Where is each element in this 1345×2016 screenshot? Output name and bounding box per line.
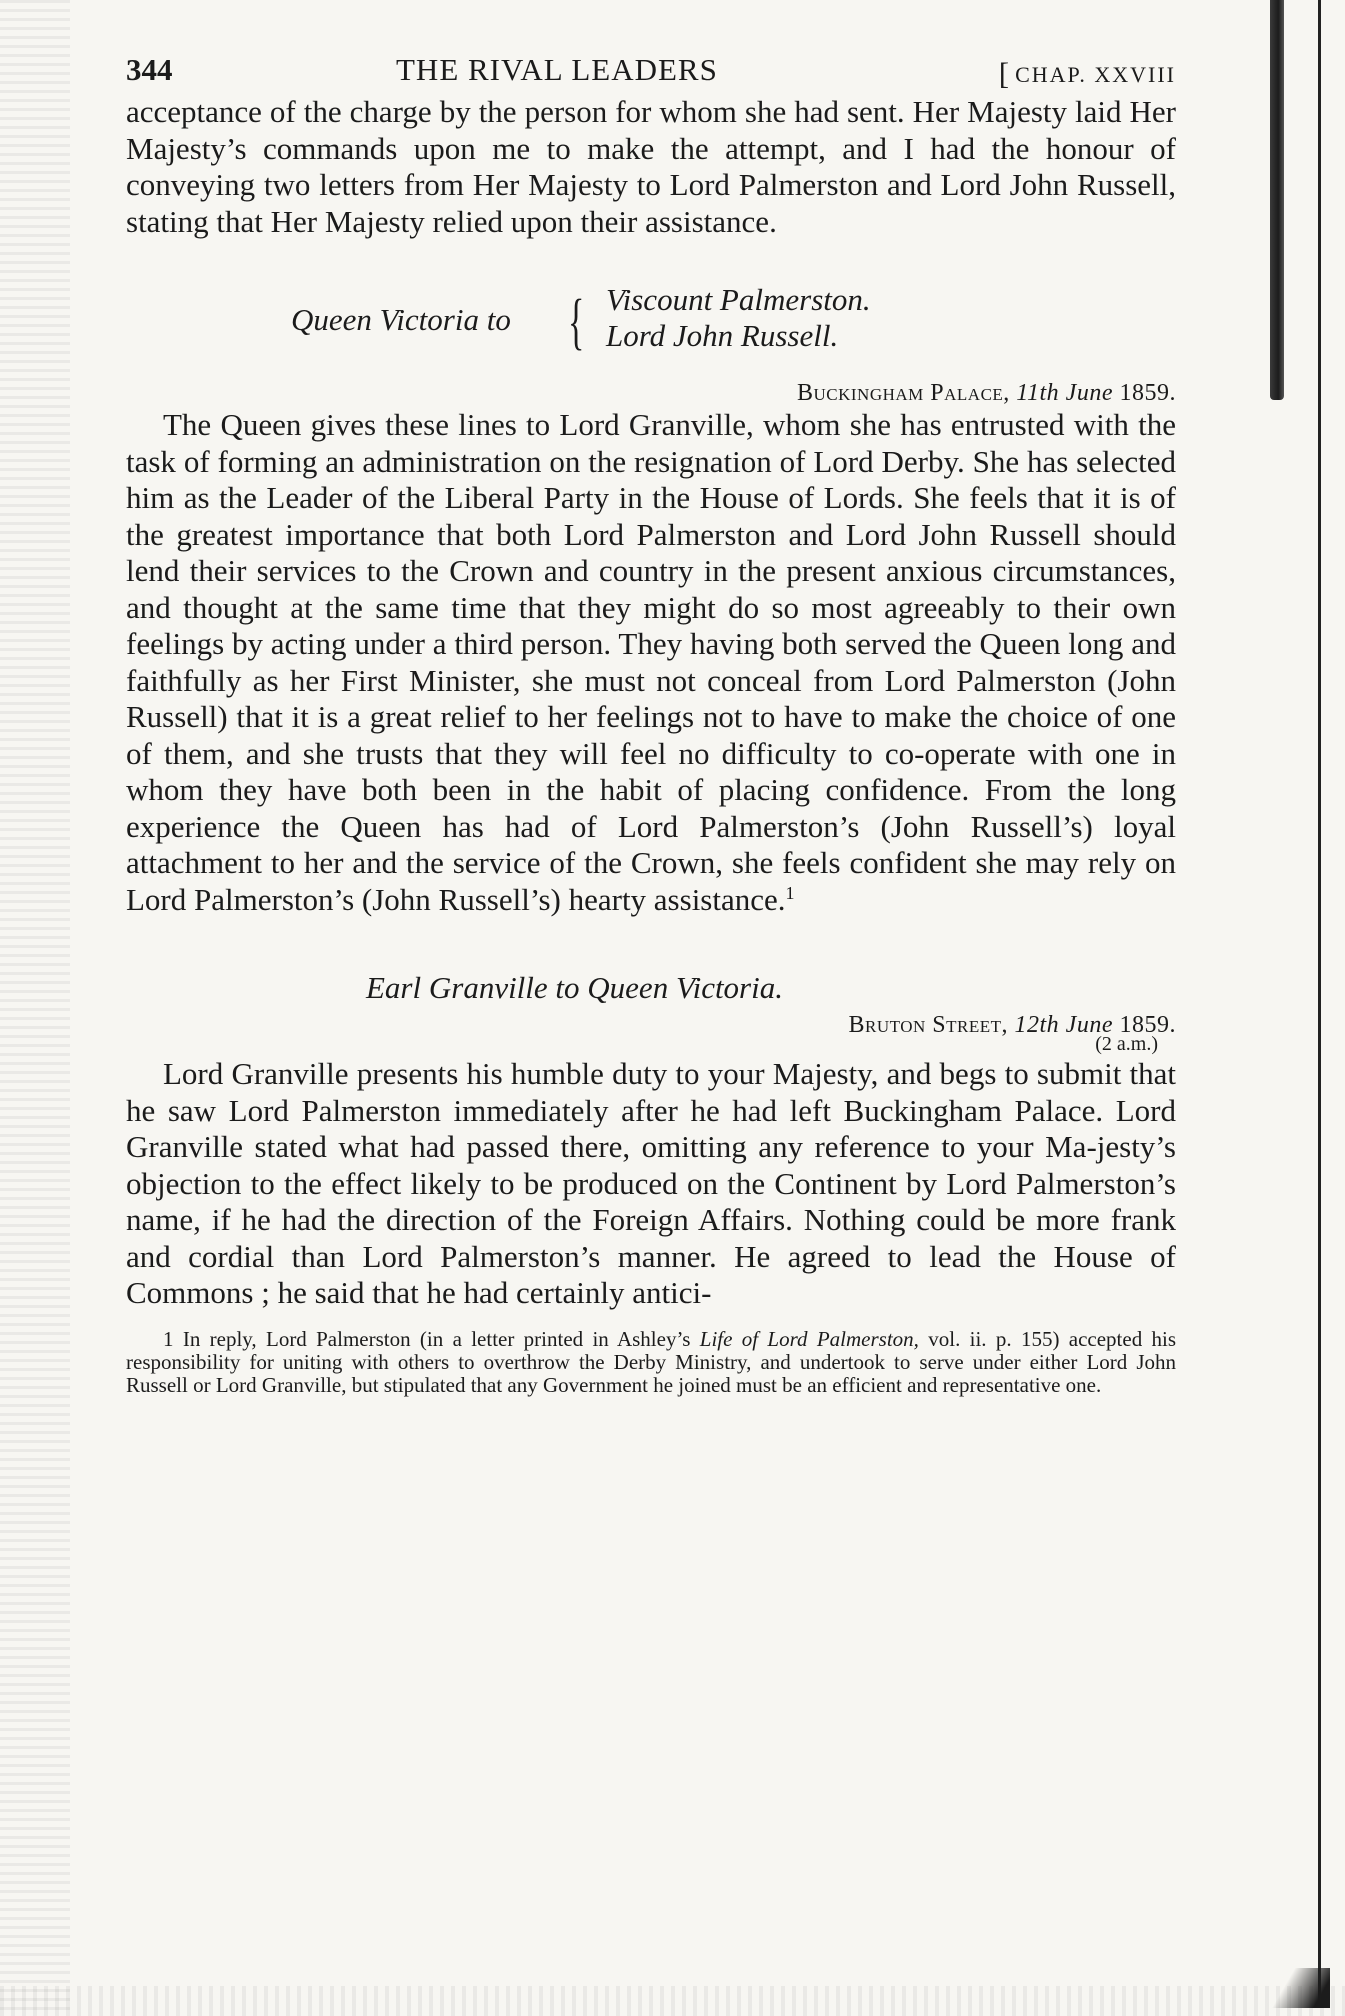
footnote-text-b: vol. ii. p. 155) accepted his responsibility for uniting with others to overthrow the Derby Ministry, and undertook to serve under either Lord John Russell or Lord Granville, but stipulated that any Government he joined must be an efficient and representative one. xyxy=(126,1326,1177,1397)
footnote-text-a: In reply, Lord Palmerston (in a letter printed in Ashley’s xyxy=(182,1326,691,1351)
letter2-place: Bruton Street, xyxy=(848,1012,1009,1038)
footnote xyxy=(126,1328,1176,1397)
letter1-place: Buckingham Palace, xyxy=(797,380,1010,406)
scan-left-margin xyxy=(0,0,70,2016)
page-number: 344 xyxy=(126,52,173,87)
book-corner-shadow xyxy=(1270,1968,1330,2008)
letter1-body-text: The Queen gives these lines to Lord Granville, whom she has entrusted with the task of forming an administration on the resignation of Lord Derby. She has selected him as the Leader of the Liberal Party in the House of Lords. She feels that it is of the greatest importance that both Lord Palmerston and Lord John Russell should lend their services to the Crown and country in the present anxious circumstances, and thought at the same time that they might do so most agreeably to their own feelings by acting under a third person. They having both served the Queen long and faithfully as her First Minister, she must not conceal from Lord Palmerston (John Russell) that it is a great relief to her feelings not to have to make the choice of one of them, and she trusts that they will feel no difficulty to co-operate with one in whom they have both been in the habit of placing confidence. From the long experience the Queen has had of Lord Palmerston’s (John Russell’s) loyal attachment to her and the service of the Crown, she feels confident she may rely on Lord Palmerston’s (John Russell’s) hearty assistance. xyxy=(126,407,1176,917)
letter2-date-day: 12th June xyxy=(1014,1012,1113,1038)
letter1-salutation xyxy=(126,282,1176,374)
letter2-heading: Earl Granville to Queen Victoria. xyxy=(366,970,783,1005)
book-binding-shadow xyxy=(1270,0,1284,400)
brace-glyph: { xyxy=(568,288,585,356)
letter1-recipient-1: Viscount Palmerston. xyxy=(606,282,871,317)
letter2-body: Lord Granville presents his humble duty to your Majesty, and begs to submit that he saw Lord Palmerston immediately after he had left Buckingham Palace. Lord Granville stated what had passed there, omitting any reference to your Ma-jesty’s objection to the effect likely to be produced on the Continent by Lord Palmerston’s name, if he had the direction of the Foreign Affairs. Nothing could be more frank and cordial than Lord Palmerston’s manner. He agreed to lead the House of Commons ; he said that he had certainly antici- xyxy=(126,1056,1176,1310)
page-header xyxy=(126,44,1176,94)
footnote-reference: 1 xyxy=(785,882,795,903)
footnote-marker: 1 xyxy=(163,1326,174,1351)
letter2-time: (2 a.m.) xyxy=(1095,1033,1158,1055)
letter1-date-year: 1859. xyxy=(1119,380,1176,406)
letter2-date-year: 1859. xyxy=(1119,1012,1176,1038)
running-title: THE RIVAL LEADERS xyxy=(396,52,718,87)
intro-paragraph: acceptance of the charge by the person for whom she had sent. Her Majesty laid Her Majesty’s commands upon me to make the attempt, and I had the honour of conveying two letters from Her Majesty to Lord Palmerston and Lord John Russell, stating that Her Majesty relied upon their assistance. xyxy=(126,94,1176,239)
letter1-recipient-2: Lord John Russell. xyxy=(606,318,839,353)
footnote-book-title: Life of Lord Palmerston, xyxy=(699,1326,919,1351)
book-edge-line xyxy=(1318,0,1321,2000)
letter1-dateline xyxy=(126,380,1176,407)
scan-bottom-margin xyxy=(0,1986,1345,2016)
letter1-body xyxy=(126,407,1176,918)
letter1-date-day: 11th June xyxy=(1016,380,1113,406)
letter1-sender: Queen Victoria to xyxy=(291,302,511,337)
chapter-label: [ CHAP. XXVIII xyxy=(999,56,1176,92)
book-page xyxy=(126,44,1176,1418)
